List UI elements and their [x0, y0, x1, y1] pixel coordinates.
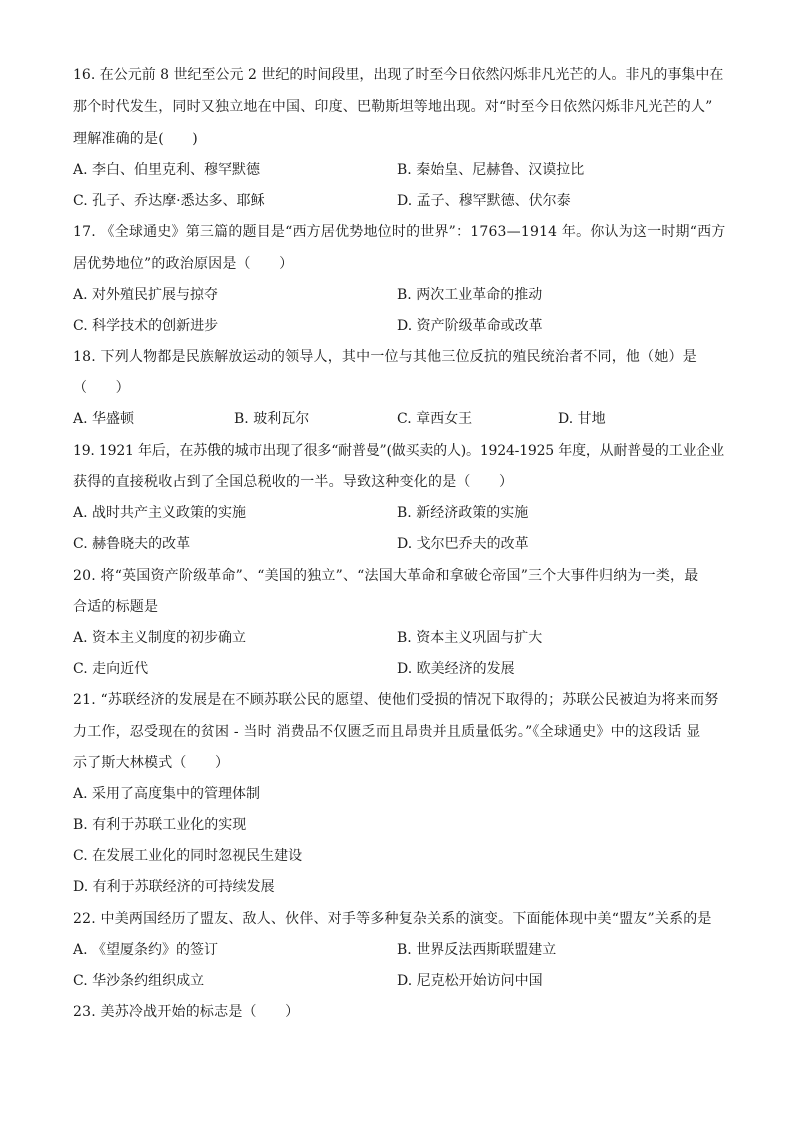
q16-option-a: A. 李白、伯里克利、穆罕默德: [73, 162, 261, 178]
q22-option-a: A. 《望厦条约》的签订: [73, 942, 219, 958]
q21-stem-line-2: 力工作，忍受现在的贫困 - 当时 消费品不仅匮乏而且昂贵并且质量低劣。”《全球通史》中的这段话 显: [73, 724, 701, 740]
q17-option-b: B. 两次工业革命的推动: [397, 287, 543, 303]
q22-option-c: C. 华沙条约组织成立: [73, 973, 205, 989]
q21-option-c: C. 在发展工业化的同时忽视民生建设: [73, 848, 303, 864]
q19-option-d: D. 戈尔巴乔夫的改革: [397, 536, 529, 552]
q16-stem-line-1: 16. 在公元前 8 世纪至公元 2 世纪的时间段里，出现了时至今日依然闪烁非凡光芒的人。非凡的事集中在: [73, 67, 724, 83]
q20-option-d: D. 欧美经济的发展: [397, 661, 515, 677]
q21-option-a: A. 采用了高度集中的管理体制: [73, 786, 261, 802]
q18-option-c: C. 章西女王: [397, 411, 473, 427]
q17-stem-line-1: 17. 《全球通史》第三篇的题目是“西方居优势地位时的世界”：1763—1914 年。你认为这一时期“西方: [73, 224, 726, 240]
q22-option-b: B. 世界反法西斯联盟建立: [397, 942, 557, 958]
q21-stem-line-3: 示了斯大林模式（ ）: [73, 755, 230, 771]
q16-option-d: D. 孟子、穆罕默德、伏尔泰: [397, 193, 571, 209]
q21-option-d: D. 有利于苏联经济的可持续发展: [73, 879, 275, 895]
q18-stem-line-1: 18. 下列人物都是民族解放运动的领导人，其中一位与其他三位反抗的殖民统治者不同，他（她）是: [73, 349, 697, 365]
q23-stem-line-1: 23. 美苏冷战开始的标志是（ ）: [73, 1004, 300, 1020]
q18-stem-line-2: （ ）: [73, 380, 130, 396]
q16-stem-line-2: 那个时代发生，同时又独立地在中国、印度、巴勒斯坦等地出现。对“时至今日依然闪烁非凡光芒的人”: [73, 99, 713, 115]
q19-option-c: C. 赫鲁晓夫的改革: [73, 536, 191, 552]
q19-stem-line-1: 19. 1921 年后，在苏俄的城市出现了很多“耐普曼”(做买卖的人)。1924-1925 年度，从耐普曼的工业企业: [73, 443, 724, 459]
q16-stem-line-3: 理解准确的是( ): [73, 131, 198, 147]
q19-option-b: B. 新经济政策的实施: [397, 505, 529, 521]
q16-option-b: B. 秦始皇、尼赫鲁、汉谟拉比: [397, 162, 585, 178]
q20-option-b: B. 资本主义巩固与扩大: [397, 630, 543, 646]
q18-option-d: D. 甘地: [558, 411, 606, 427]
q17-option-a: A. 对外殖民扩展与掠夺: [73, 287, 219, 303]
q20-option-a: A. 资本主义制度的初步确立: [73, 630, 247, 646]
q20-option-c: C. 走向近代: [73, 661, 149, 677]
q20-stem-line-2: 合适的标题是: [73, 599, 159, 615]
q21-stem-line-1: 21. “苏联经济的发展是在不顾苏联公民的愿望、使他们受损的情况下取得的；苏联公民被迫为将来而努: [73, 692, 719, 708]
q17-stem-line-2: 居优势地位”的政治原因是（ ）: [73, 256, 294, 272]
q20-stem-line-1: 20. 将“英国资产阶级革命”、“美国的独立”、“法国大革命和拿破仑帝国”三个大事件归纳为一类，最: [73, 568, 699, 584]
q18-option-a: A. 华盛顿: [73, 411, 135, 427]
q16-option-c: C. 孔子、乔达摩·悉达多、耶稣: [73, 193, 265, 209]
q22-option-d: D. 尼克松开始访问中国: [397, 973, 543, 989]
q19-option-a: A. 战时共产主义政策的实施: [73, 505, 247, 521]
q19-stem-line-2: 获得的直接税收占到了全国总税收的一半。导致这种变化的是（ ）: [73, 474, 514, 490]
q18-option-b: B. 玻利瓦尔: [234, 411, 310, 427]
q21-option-b: B. 有利于苏联工业化的实现: [73, 817, 247, 833]
q17-option-d: D. 资产阶级革命或改革: [397, 318, 543, 334]
q22-stem-line-1: 22. 中美两国经历了盟友、敌人、伙伴、对手等多种复杂关系的演变。下面能体现中美“盟友”关系的是: [73, 911, 712, 927]
q17-option-c: C. 科学技术的创新进步: [73, 318, 219, 334]
